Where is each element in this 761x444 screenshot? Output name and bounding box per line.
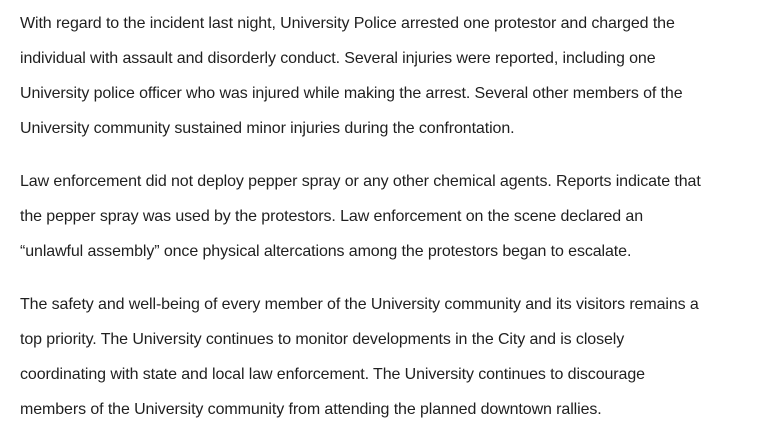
paragraph-line: University police officer who was injured while making the arrest. Several other members of the xyxy=(20,85,683,102)
paragraph-line: coordinating with state and local law enforcement. The University continues to discourage xyxy=(20,366,645,383)
paragraph-law-enforcement xyxy=(20,164,756,269)
paragraph-line: top priority. The University continues to monitor developments in the City and is closely xyxy=(20,331,625,348)
paragraph-incident xyxy=(20,6,756,146)
paragraph-line: With regard to the incident last night, University Police arrested one protestor and charged the xyxy=(20,15,675,32)
paragraph-line: “unlawful assembly” once physical altercations among the protestors began to escalate. xyxy=(20,243,632,260)
paragraph-safety xyxy=(20,287,756,427)
paragraph-line: the pepper spray was used by the protestors. Law enforcement on the scene declared an xyxy=(20,208,643,225)
paragraph-line: The safety and well-being of every member of the University community and its visitors remains a xyxy=(20,296,699,313)
paragraph-line: individual with assault and disorderly conduct. Several injuries were reported, including one xyxy=(20,50,656,67)
paragraph-line: University community sustained minor injuries during the confrontation. xyxy=(20,120,515,137)
statement-document xyxy=(20,6,756,427)
paragraph-line: Law enforcement did not deploy pepper spray or any other chemical agents. Reports indicate that xyxy=(20,173,701,190)
paragraph-line: members of the University community from attending the planned downtown rallies. xyxy=(20,401,602,418)
